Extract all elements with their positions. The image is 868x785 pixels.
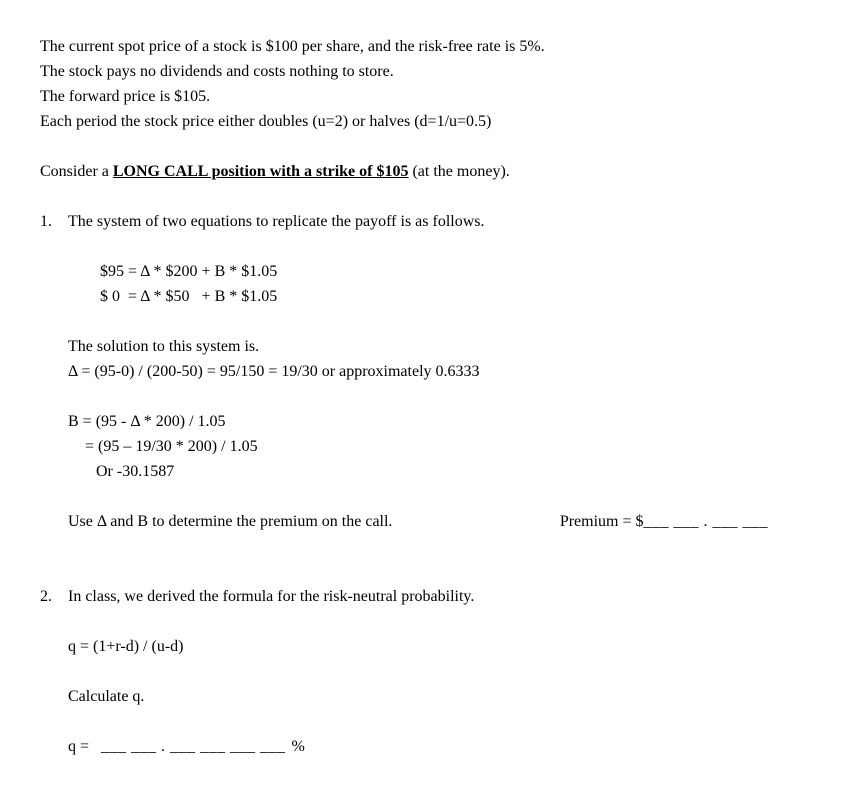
- question-2-prompt: In class, we derived the formula for the risk-neutral probability.: [68, 588, 475, 605]
- q-answer-line: [68, 734, 828, 759]
- consider-line: [40, 159, 828, 184]
- premium-answer-blanks[interactable]: ___ ___ . ___ ___: [643, 513, 768, 530]
- replication-equations: [100, 259, 828, 309]
- calculate-q-prompt: Calculate q.: [68, 688, 145, 705]
- question-1-number: 1.: [40, 213, 52, 230]
- q-answer-blanks[interactable]: ___ ___ . ___ ___ ___ ___: [101, 738, 286, 755]
- question-1-prompt: The system of two equations to replicate the payoff is as follows.: [68, 213, 485, 230]
- equation-line-down-state: $ 0 = Δ * $50 + B * $1.05: [100, 288, 278, 305]
- premium-answer-line: [68, 509, 768, 534]
- premium-label: Premium = $: [559, 513, 644, 530]
- percent-sign: %: [291, 738, 305, 755]
- premium-answer: [560, 509, 768, 534]
- question-2: [40, 584, 828, 759]
- consider-suffix: (at the money).: [408, 163, 510, 180]
- intro-line-up-down: Each period the stock price either doubles (u=2) or halves (d=1/u=0.5): [40, 113, 492, 130]
- delta-solution: Δ = (95-0) / (200-50) = 95/150 = 19/30 or approximately 0.6333: [68, 363, 480, 380]
- b-solution-line-3: Or -30.1587: [96, 463, 175, 480]
- intro-line-forward-price: The forward price is $105.: [40, 88, 211, 105]
- question-1-heading: [40, 209, 828, 234]
- b-solution-line-1: B = (95 - Δ * 200) / 1.05: [68, 413, 226, 430]
- solution-block: [68, 334, 828, 384]
- consider-emphasis: LONG CALL position with a strike of $105: [112, 163, 409, 180]
- premium-prompt: Use Δ and B to determine the premium on the call.: [68, 513, 393, 530]
- q-answer-label: q =: [68, 738, 90, 755]
- b-solution-block: [68, 409, 828, 484]
- b-solution-line-2: = (95 – 19/30 * 200) / 1.05: [85, 438, 258, 455]
- question-2-heading: [40, 584, 828, 609]
- intro-line-dividends: The stock pays no dividends and costs nothing to store.: [40, 63, 394, 80]
- risk-neutral-formula: q = (1+r-d) / (u-d): [68, 638, 184, 655]
- question-2-number: 2.: [40, 588, 52, 605]
- question-1: [40, 209, 828, 534]
- equation-line-up-state: $95 = Δ * $200 + B * $1.05: [100, 263, 278, 280]
- intro-paragraph: [40, 34, 828, 134]
- solution-intro: The solution to this system is.: [68, 338, 260, 355]
- consider-prefix: Consider a: [40, 163, 113, 180]
- intro-line-spot-price: The current spot price of a stock is $100 per share, and the risk-free rate is 5%.: [40, 38, 545, 55]
